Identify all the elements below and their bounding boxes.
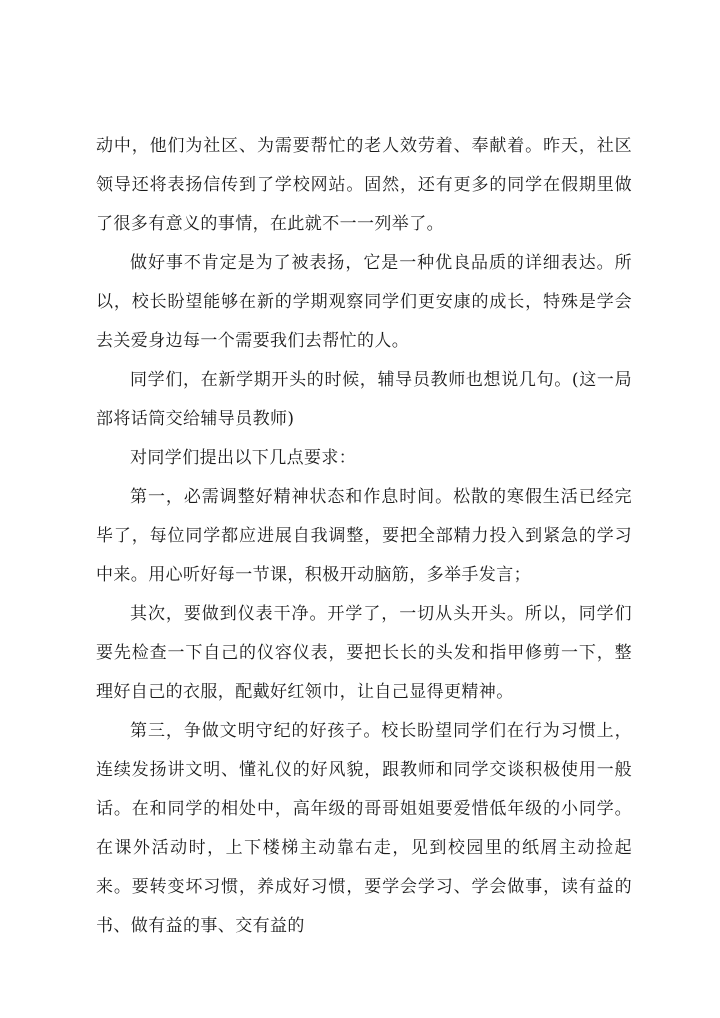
paragraph-2: 做好事不肯定是为了被表扬，它是一种优良品质的详细表达。所以，校长盼望能够在新的学期观察同学们更安康的成长，特殊是学会去关爱身边每一个需要我们去帮忙的人。	[96, 253, 632, 351]
paragraph-4: 对同学们提出以下几点要求：	[130, 448, 357, 468]
paragraph-3: 同学们，在新学期开头的时候，辅导员教师也想说几句。(这一局部将话筒交给辅导员教师)	[96, 370, 632, 429]
paragraph-1: 动中，他们为社区、为需要帮忙的老人效劳着、奉献着。昨天，社区领导还将表扬信传到了学校网站。固然，还有更多的同学在假期里做了很多有意义的事情，在此就不一一列举了。	[96, 136, 632, 234]
body-text	[96, 127, 632, 946]
paragraph-7: 第三，争做文明守纪的好孩子。校长盼望同学们在行为习惯上，连续发扬讲文明、懂礼仪的好风貌，跟教师和同学交谈积极使用一般话。在和同学的相处中，高年级的哥哥姐姐要爱惜低年级的小同学。在课外活动时，上下楼梯主动靠右走，见到校园里的纸屑主动捡起来。要转变坏习惯，养成好习惯，要学会学习、学会做事，读有益的书、做有益的事、交有益的	[96, 721, 632, 936]
paragraph-5: 第一，必需调整好精神状态和作息时间。松散的寒假生活已经完毕了，每位同学都应进展自我调整，要把全部精力投入到紧急的学习中来。用心听好每一节课，积极开动脑筋，多举手发言；	[96, 487, 632, 585]
paragraph-6: 其次，要做到仪表干净。开学了，一切从头开头。所以，同学们要先检查一下自己的仪容仪表，要把长长的头发和指甲修剪一下，整理好自己的衣服，配戴好红领巾，让自己显得更精神。	[96, 604, 632, 702]
